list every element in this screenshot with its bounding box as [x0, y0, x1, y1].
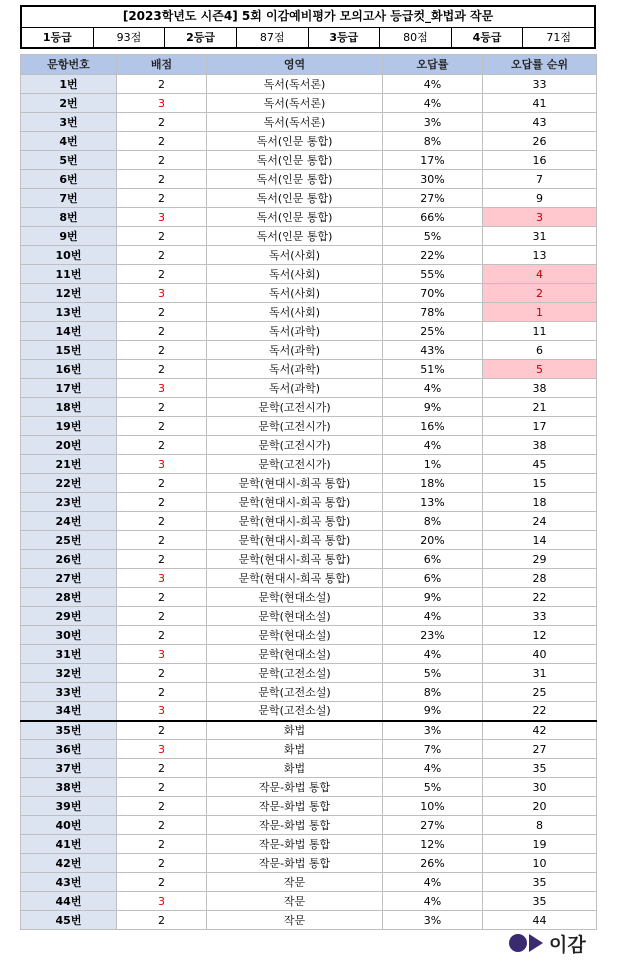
- cell-question-number: 19번: [21, 417, 117, 436]
- cell-area: 독서(독서론): [207, 113, 383, 132]
- table-row: [21, 455, 597, 474]
- grade-1-label: 1등급: [22, 28, 94, 47]
- cell-error-rate: 17%: [383, 151, 483, 170]
- cell-area: 독서(사회): [207, 246, 383, 265]
- cell-error-rate: 12%: [383, 835, 483, 854]
- table-row: [21, 341, 597, 360]
- cell-error-rate: 51%: [383, 360, 483, 379]
- cell-error-rate: 4%: [383, 94, 483, 113]
- cell-points: 3: [117, 379, 207, 398]
- cell-points: 2: [117, 607, 207, 626]
- cell-question-number: 37번: [21, 759, 117, 778]
- cell-area: 문학(현대소설): [207, 588, 383, 607]
- table-row: [21, 911, 597, 930]
- cell-question-number: 35번: [21, 721, 117, 740]
- grade-4-label: 4등급: [452, 28, 524, 47]
- cell-question-number: 21번: [21, 455, 117, 474]
- cell-question-number: 8번: [21, 208, 117, 227]
- cell-points: 2: [117, 132, 207, 151]
- table-row: [21, 246, 597, 265]
- cell-error-rank: 35: [483, 759, 597, 778]
- table-row: [21, 531, 597, 550]
- cell-error-rate: 8%: [383, 132, 483, 151]
- cell-question-number: 32번: [21, 664, 117, 683]
- cell-error-rank: 13: [483, 246, 597, 265]
- cell-area: 문학(현대시-희곡 통합): [207, 474, 383, 493]
- cell-points: 2: [117, 683, 207, 702]
- cell-area: 독서(인문 통합): [207, 132, 383, 151]
- cell-points: 2: [117, 550, 207, 569]
- cell-error-rank: 6: [483, 341, 597, 360]
- cell-error-rank: 2: [483, 284, 597, 303]
- cell-area: 독서(인문 통합): [207, 208, 383, 227]
- cell-question-number: 34번: [21, 702, 117, 721]
- cell-question-number: 4번: [21, 132, 117, 151]
- cell-points: 2: [117, 360, 207, 379]
- cell-area: 작문: [207, 873, 383, 892]
- cell-error-rate: 70%: [383, 284, 483, 303]
- table-row: [21, 797, 597, 816]
- table-body: [21, 75, 597, 930]
- grade-1-score: 93점: [94, 28, 166, 47]
- cell-error-rank: 24: [483, 512, 597, 531]
- cell-error-rank: 16: [483, 151, 597, 170]
- cell-error-rank: 8: [483, 816, 597, 835]
- logo-dot-icon: [509, 934, 527, 952]
- cell-points: 2: [117, 588, 207, 607]
- cell-area: 독서(사회): [207, 303, 383, 322]
- cell-area: 독서(독서론): [207, 75, 383, 94]
- cell-area: 독서(과학): [207, 360, 383, 379]
- table-row: [21, 493, 597, 512]
- cell-question-number: 16번: [21, 360, 117, 379]
- cell-question-number: 20번: [21, 436, 117, 455]
- question-table: [20, 54, 597, 930]
- cell-error-rank: 18: [483, 493, 597, 512]
- cell-points: 3: [117, 740, 207, 759]
- cell-points: 2: [117, 341, 207, 360]
- cell-points: 2: [117, 816, 207, 835]
- cell-area: 독서(과학): [207, 341, 383, 360]
- cell-error-rate: 4%: [383, 645, 483, 664]
- grade-cut-row: [22, 28, 594, 47]
- table-row: [21, 835, 597, 854]
- column-header-points: 배점: [117, 55, 207, 75]
- cell-error-rate: 30%: [383, 170, 483, 189]
- cell-error-rate: 4%: [383, 607, 483, 626]
- cell-area: 작문-화법 통합: [207, 797, 383, 816]
- cell-question-number: 44번: [21, 892, 117, 911]
- cell-area: 문학(현대소설): [207, 645, 383, 664]
- cell-question-number: 17번: [21, 379, 117, 398]
- cell-points: 2: [117, 797, 207, 816]
- table-row: [21, 322, 597, 341]
- cell-error-rank: 42: [483, 721, 597, 740]
- cell-error-rate: 4%: [383, 436, 483, 455]
- logo-text: 이감: [549, 933, 586, 956]
- cell-question-number: 41번: [21, 835, 117, 854]
- cell-error-rate: 6%: [383, 569, 483, 588]
- cell-error-rank: 33: [483, 607, 597, 626]
- table-row: [21, 550, 597, 569]
- cell-error-rate: 3%: [383, 721, 483, 740]
- cell-points: 2: [117, 759, 207, 778]
- cell-error-rate: 3%: [383, 911, 483, 930]
- cell-error-rate: 9%: [383, 398, 483, 417]
- cell-error-rank: 41: [483, 94, 597, 113]
- cell-error-rate: 16%: [383, 417, 483, 436]
- cell-area: 문학(고전소설): [207, 664, 383, 683]
- table-row: [21, 132, 597, 151]
- cell-area: 문학(현대소설): [207, 626, 383, 645]
- cell-points: 2: [117, 873, 207, 892]
- cell-question-number: 42번: [21, 854, 117, 873]
- cell-error-rank: 19: [483, 835, 597, 854]
- cell-points: 3: [117, 569, 207, 588]
- cell-question-number: 18번: [21, 398, 117, 417]
- cell-points: 2: [117, 474, 207, 493]
- cell-points: 2: [117, 531, 207, 550]
- cell-error-rank: 27: [483, 740, 597, 759]
- cell-area: 독서(사회): [207, 284, 383, 303]
- cell-question-number: 6번: [21, 170, 117, 189]
- table-row: [21, 759, 597, 778]
- cell-error-rate: 27%: [383, 816, 483, 835]
- cell-error-rate: 9%: [383, 588, 483, 607]
- cell-error-rank: 38: [483, 436, 597, 455]
- cell-points: 2: [117, 835, 207, 854]
- grade-2-score: 87점: [237, 28, 309, 47]
- cell-error-rate: 6%: [383, 550, 483, 569]
- table-row: [21, 113, 597, 132]
- cell-area: 작문-화법 통합: [207, 778, 383, 797]
- cell-error-rate: 20%: [383, 531, 483, 550]
- cell-error-rank: 4: [483, 265, 597, 284]
- cell-area: 문학(고전시가): [207, 436, 383, 455]
- cell-area: 문학(현대시-희곡 통합): [207, 550, 383, 569]
- cell-points: 2: [117, 854, 207, 873]
- cell-question-number: 39번: [21, 797, 117, 816]
- column-header-error-rank: 오답률 순위: [483, 55, 597, 75]
- table-row: [21, 702, 597, 721]
- column-header-error-rate: 오답률: [383, 55, 483, 75]
- cell-question-number: 10번: [21, 246, 117, 265]
- cell-error-rank: 10: [483, 854, 597, 873]
- cell-question-number: 26번: [21, 550, 117, 569]
- cell-error-rank: 5: [483, 360, 597, 379]
- table-row: [21, 265, 597, 284]
- cell-area: 문학(고전시가): [207, 398, 383, 417]
- cell-area: 문학(고전소설): [207, 683, 383, 702]
- cell-points: 3: [117, 94, 207, 113]
- table-row: [21, 379, 597, 398]
- table-row: [21, 626, 597, 645]
- table-row: [21, 854, 597, 873]
- cell-error-rank: 43: [483, 113, 597, 132]
- grade-4-score: 71점: [546, 31, 571, 44]
- cell-error-rank: 11: [483, 322, 597, 341]
- cell-error-rank: 25: [483, 683, 597, 702]
- table-row: [21, 645, 597, 664]
- cell-error-rate: 43%: [383, 341, 483, 360]
- cell-area: 작문-화법 통합: [207, 816, 383, 835]
- cell-points: 2: [117, 626, 207, 645]
- cell-error-rate: 4%: [383, 892, 483, 911]
- cell-error-rank: 44: [483, 911, 597, 930]
- cell-points: 2: [117, 265, 207, 284]
- cell-question-number: 15번: [21, 341, 117, 360]
- cell-points: 3: [117, 892, 207, 911]
- table-header-row: [21, 55, 597, 75]
- cell-points: 2: [117, 113, 207, 132]
- cell-error-rank: 40: [483, 645, 597, 664]
- cell-error-rate: 55%: [383, 265, 483, 284]
- table-row: [21, 892, 597, 911]
- cell-points: 2: [117, 170, 207, 189]
- cell-error-rate: 27%: [383, 189, 483, 208]
- table-row: [21, 569, 597, 588]
- cell-question-number: 25번: [21, 531, 117, 550]
- cell-error-rank: 15: [483, 474, 597, 493]
- table-row: [21, 303, 597, 322]
- table-row: [21, 436, 597, 455]
- cell-area: 문학(고전소설): [207, 702, 383, 721]
- cell-area: 독서(과학): [207, 379, 383, 398]
- cell-error-rank: 31: [483, 664, 597, 683]
- cell-error-rank: 38: [483, 379, 597, 398]
- table-row: [21, 284, 597, 303]
- cell-question-number: 1번: [21, 75, 117, 94]
- cell-error-rank: 9: [483, 189, 597, 208]
- table-row: [21, 474, 597, 493]
- cell-error-rate: 3%: [383, 113, 483, 132]
- cell-error-rank: 22: [483, 588, 597, 607]
- table-row: [21, 170, 597, 189]
- cell-area: 문학(현대시-희곡 통합): [207, 512, 383, 531]
- cell-error-rate: 25%: [383, 322, 483, 341]
- cell-points: 2: [117, 246, 207, 265]
- cell-error-rate: 10%: [383, 797, 483, 816]
- cell-area: 독서(독서론): [207, 94, 383, 113]
- cell-points: 2: [117, 151, 207, 170]
- cell-area: 화법: [207, 721, 383, 740]
- table-row: [21, 664, 597, 683]
- cell-question-number: 45번: [21, 911, 117, 930]
- cell-error-rank: 26: [483, 132, 597, 151]
- cell-question-number: 43번: [21, 873, 117, 892]
- cell-points: 3: [117, 455, 207, 474]
- cell-area: 독서(과학): [207, 322, 383, 341]
- cell-points: 2: [117, 493, 207, 512]
- cell-question-number: 27번: [21, 569, 117, 588]
- cell-error-rate: 23%: [383, 626, 483, 645]
- cell-points: 2: [117, 322, 207, 341]
- cell-points: 2: [117, 436, 207, 455]
- cell-area: 작문: [207, 892, 383, 911]
- cell-points: 2: [117, 227, 207, 246]
- table-row: [21, 512, 597, 531]
- header-box: [20, 5, 596, 49]
- cell-question-number: 31번: [21, 645, 117, 664]
- cell-area: 작문: [207, 911, 383, 930]
- cell-error-rate: 8%: [383, 512, 483, 531]
- grade-3-score: 80점: [380, 28, 452, 47]
- cell-area: 독서(사회): [207, 265, 383, 284]
- cell-error-rate: 78%: [383, 303, 483, 322]
- table-row: [21, 75, 597, 94]
- cell-question-number: 12번: [21, 284, 117, 303]
- cell-area: 독서(인문 통합): [207, 189, 383, 208]
- cell-area: 문학(고전시가): [207, 455, 383, 474]
- cell-error-rank: 45: [483, 455, 597, 474]
- cell-error-rank: 21: [483, 398, 597, 417]
- cell-error-rank: 30: [483, 778, 597, 797]
- cell-points: 2: [117, 303, 207, 322]
- cell-points: 3: [117, 284, 207, 303]
- cell-error-rank: 17: [483, 417, 597, 436]
- table-row: [21, 360, 597, 379]
- cell-error-rate: 22%: [383, 246, 483, 265]
- table-row: [21, 873, 597, 892]
- table-row: [21, 417, 597, 436]
- table-row: [21, 778, 597, 797]
- table-row: [21, 151, 597, 170]
- cell-area: 독서(인문 통합): [207, 151, 383, 170]
- cell-question-number: 33번: [21, 683, 117, 702]
- cell-error-rank: 20: [483, 797, 597, 816]
- cell-question-number: 5번: [21, 151, 117, 170]
- cell-question-number: 36번: [21, 740, 117, 759]
- cell-question-number: 3번: [21, 113, 117, 132]
- cell-error-rank: 33: [483, 75, 597, 94]
- cell-area: 화법: [207, 740, 383, 759]
- cell-points: 2: [117, 778, 207, 797]
- cell-points: 2: [117, 911, 207, 930]
- cell-error-rate: 5%: [383, 227, 483, 246]
- cell-question-number: 30번: [21, 626, 117, 645]
- cell-question-number: 7번: [21, 189, 117, 208]
- table-row: [21, 607, 597, 626]
- cell-error-rank: 7: [483, 170, 597, 189]
- cell-error-rate: 1%: [383, 455, 483, 474]
- cell-error-rate: 26%: [383, 854, 483, 873]
- cell-points: 2: [117, 417, 207, 436]
- table-row: [21, 208, 597, 227]
- cell-points: 3: [117, 208, 207, 227]
- table-row: [21, 189, 597, 208]
- cell-points: 2: [117, 189, 207, 208]
- cell-error-rate: 5%: [383, 664, 483, 683]
- cell-error-rate: 9%: [383, 702, 483, 721]
- cell-error-rate: 7%: [383, 740, 483, 759]
- cell-error-rank: 35: [483, 873, 597, 892]
- table-row: [21, 588, 597, 607]
- cell-question-number: 22번: [21, 474, 117, 493]
- column-header-question: 문항번호: [21, 55, 117, 75]
- cell-area: 독서(인문 통합): [207, 170, 383, 189]
- cell-error-rate: 4%: [383, 75, 483, 94]
- cell-error-rank: 14: [483, 531, 597, 550]
- cell-error-rate: 8%: [383, 683, 483, 702]
- table-row: [21, 683, 597, 702]
- cell-question-number: 40번: [21, 816, 117, 835]
- cell-error-rank: 22: [483, 702, 597, 721]
- grade-3-label: 3등급: [309, 28, 381, 47]
- cell-points: 2: [117, 512, 207, 531]
- cell-points: 2: [117, 664, 207, 683]
- cell-question-number: 38번: [21, 778, 117, 797]
- table-row: [21, 740, 597, 759]
- cell-error-rank: 28: [483, 569, 597, 588]
- page-title: [2023학년도 시즌4] 5회 이감예비평가 모의고사 등급컷_화법과 작문: [22, 7, 594, 28]
- cell-error-rank: 35: [483, 892, 597, 911]
- cell-question-number: 28번: [21, 588, 117, 607]
- cell-error-rate: 4%: [383, 873, 483, 892]
- cell-area: 작문-화법 통합: [207, 854, 383, 873]
- cell-question-number: 11번: [21, 265, 117, 284]
- cell-points: 2: [117, 721, 207, 740]
- cell-error-rate: 4%: [383, 759, 483, 778]
- cell-points: 2: [117, 75, 207, 94]
- cell-error-rate: 13%: [383, 493, 483, 512]
- cell-question-number: 2번: [21, 94, 117, 113]
- cell-question-number: 24번: [21, 512, 117, 531]
- cell-question-number: 29번: [21, 607, 117, 626]
- cell-error-rate: 4%: [383, 379, 483, 398]
- cell-points: 3: [117, 645, 207, 664]
- cell-area: 화법: [207, 759, 383, 778]
- table-row: [21, 816, 597, 835]
- cell-question-number: 23번: [21, 493, 117, 512]
- cell-question-number: 13번: [21, 303, 117, 322]
- cell-question-number: 14번: [21, 322, 117, 341]
- table-row: [21, 398, 597, 417]
- column-header-area: 영역: [207, 55, 383, 75]
- cell-area: 작문-화법 통합: [207, 835, 383, 854]
- cell-error-rate: 5%: [383, 778, 483, 797]
- cell-area: 문학(현대시-희곡 통합): [207, 493, 383, 512]
- cell-area: 문학(현대시-희곡 통합): [207, 569, 383, 588]
- cell-error-rank: 31: [483, 227, 597, 246]
- cell-points: 2: [117, 398, 207, 417]
- table-row: [21, 94, 597, 113]
- cell-area: 문학(현대소설): [207, 607, 383, 626]
- logo-triangle-icon: [529, 934, 543, 952]
- cell-error-rank: 12: [483, 626, 597, 645]
- cell-question-number: 9번: [21, 227, 117, 246]
- cell-area: 문학(고전시가): [207, 417, 383, 436]
- cell-error-rate: 66%: [383, 208, 483, 227]
- cell-error-rank: 3: [483, 208, 597, 227]
- cell-area: 독서(인문 통합): [207, 227, 383, 246]
- cell-error-rank: 29: [483, 550, 597, 569]
- logo: [509, 930, 586, 956]
- cell-area: 문학(현대시-희곡 통합): [207, 531, 383, 550]
- table-row: [21, 227, 597, 246]
- cell-error-rate: 18%: [383, 474, 483, 493]
- cell-error-rank: 1: [483, 303, 597, 322]
- table-row: [21, 721, 597, 740]
- cell-points: 3: [117, 702, 207, 721]
- grade-2-label: 2등급: [165, 28, 237, 47]
